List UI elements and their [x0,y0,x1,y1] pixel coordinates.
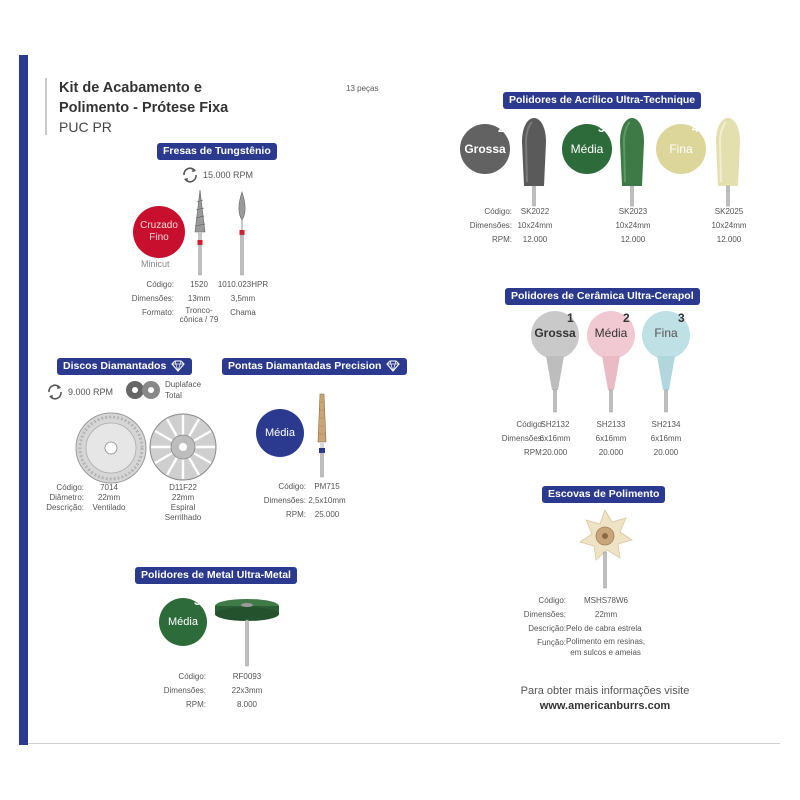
discos-label-codigo: Código: [56,483,84,492]
pontas-label-dimensoes: Dimensões: [263,496,306,505]
ceramica-2-code: SH2133 [596,420,626,429]
acrilico-3-code: SK2025 [714,207,744,216]
ceramica-2-rpm: 20.000 [598,448,624,457]
acrylic-polisher-sk2023-image [616,116,648,208]
fresa-1-code: 1520 [190,280,208,289]
acrilico-label-rpm: RPM: [492,235,512,244]
acrilico-3-dim: 10x24mm [711,221,747,230]
ceramica-1-rpm: 20.000 [542,448,568,457]
ceramica-label-rpm: RPM: [524,448,544,457]
acrilico-2-rpm: 12.000 [620,235,646,244]
section-title-ceramica: Polidores de Cerâmica Ultra-Cerapol [505,288,700,305]
grade-number: 3 [194,594,201,608]
diamond-icon [170,360,186,372]
website-link[interactable]: www.americanburrs.com [539,700,671,712]
grade-number: 3 [678,311,685,325]
fresa-2-code: 1010.023HPR [217,280,269,289]
escovas-funcao-line-1: Polimento em resinas, [566,637,646,646]
ceramica-1-code: SH2132 [540,420,570,429]
bur-1520-image [192,188,208,276]
pontas-code: PM715 [314,482,340,491]
grade-badge-media: Média [562,124,612,174]
escovas-funcao-line-2: em sulcos e ameias [570,648,641,657]
rotation-icon [181,166,199,184]
duplaface-icon [125,380,161,400]
metal-polisher-rf0093-image [213,594,281,668]
grade-number: 1 [567,311,574,325]
pontas-dim: 2,5x10mm [308,496,346,505]
fresas-label-formato: Formato: [141,308,174,317]
metal-dim: 22x3mm [231,686,263,695]
diamond-point-pm715-image [314,392,330,478]
acrylic-polisher-sk2022-image [518,116,550,208]
fresas-label-dimensoes: Dimensões: [131,294,174,303]
duplaface-line-1: Duplaface [165,380,202,389]
ceramica-3-code: SH2134 [651,420,681,429]
fresas-label-codigo: Código: [146,280,174,289]
grade-number: 4 [692,121,699,135]
escovas-code: MSHS78W6 [583,596,628,605]
kit-title-block [45,78,228,135]
grade-line-1: Cruzado [140,220,178,231]
fresa-1-format-line-1: Tronco- [185,306,213,315]
metal-code: RF0093 [232,672,262,681]
diamond-icon [385,360,401,372]
disc-espiral-image [148,412,218,482]
grade-number: 3 [598,121,605,135]
discos-label-diametro: Diâmetro: [49,493,84,502]
acrilico-1-rpm: 12.000 [522,235,548,244]
acrylic-polisher-sk2025-image [712,116,744,208]
ceramica-2-dim: 6x16mm [595,434,627,443]
bottom-divider [28,743,780,744]
section-title-discos [57,358,192,375]
info-text: Para obter mais informações visite [520,685,690,697]
escovas-label-dimensoes: Dimensões: [523,610,566,619]
escovas-dim: 22mm [594,610,618,619]
ceramica-label-codigo: Código: [516,420,544,429]
fresa-2-format: Chama [230,308,256,317]
acrilico-3-rpm: 12.000 [716,235,742,244]
discos-label-descricao: Descrição: [46,503,84,512]
section-title-pontas [222,358,407,375]
fresa-1-format-line-2: cônica / 79 [179,315,219,324]
subgrade-minicut: Minicut [141,259,170,269]
escovas-desc: Pelo de cabra estrela [566,624,642,633]
grade-badge-media: Média [594,326,628,340]
accent-bar [19,55,28,745]
acrilico-label-codigo: Código: [484,207,512,216]
pontas-label-rpm: RPM: [286,510,306,519]
grade-badge-media: Média [256,409,304,457]
grade-number: 2 [623,311,630,325]
acrilico-2-dim: 10x24mm [615,221,651,230]
ceramica-3-dim: 6x16mm [650,434,682,443]
disco-2-desc-line-1: Espiral [170,503,196,512]
pontas-title-text: Pontas Diamantadas Precision [228,360,382,372]
duplaface-line-2: Total [165,391,182,400]
escovas-label-descricao: Descrição: [528,624,566,633]
ceramica-1-dim: 6x16mm [539,434,571,443]
disco-1-dim: 22mm [97,493,121,502]
brush-mshs78w6-image [574,506,636,590]
grade-badge-fina: Fina [654,326,678,340]
section-title-fresas: Fresas de Tungstênio [157,143,277,160]
disco-2-code: D11F22 [169,483,197,492]
bur-1010-chama-image [234,190,250,276]
grade-badge-grossa: Grossa [460,124,510,174]
escovas-label-funcao: Função: [537,638,566,647]
fresa-1-dim: 13mm [187,294,211,303]
rotation-icon [46,383,64,401]
pontas-rpm: 25.000 [314,510,340,519]
title-line-1: Kit de Acabamento e [59,80,202,96]
grade-badge-grossa: Grossa [534,326,576,340]
disco-2-dim: 22mm [171,493,195,502]
metal-label-codigo: Código: [178,672,206,681]
pieces-count: 13 peças [346,84,379,93]
duplaface-label [165,379,201,401]
acrilico-1-dim: 10x24mm [517,221,553,230]
fresas-rpm: 15.000 RPM [203,170,254,180]
pontas-label-codigo: Código: [278,482,306,491]
discos-title-text: Discos Diamantados [63,360,167,372]
acrilico-1-code: SK2022 [520,207,550,216]
ceramica-label-dimensoes: Dimensões: [501,434,544,443]
acrilico-2-code: SK2023 [618,207,648,216]
fresa-2-dim: 3,5mm [230,294,256,303]
discos-rpm: 9.000 RPM [68,387,114,397]
acrilico-label-dimensoes: Dimensões: [469,221,512,230]
section-title-escovas: Escovas de Polimento [542,486,665,503]
metal-label-rpm: RPM: [186,700,206,709]
title-line-2: Polimento - Prótese Fixa [59,100,229,116]
grade-line-2: Fino [149,232,169,243]
disc-ventilado-image [75,412,147,484]
metal-label-dimensoes: Dimensões: [163,686,206,695]
ceramica-3-rpm: 20.000 [653,448,679,457]
disco-2-desc-line-2: Serrilhado [164,513,202,522]
metal-rpm: 8.000 [236,700,258,709]
grade-badge-media-metal: Média [159,598,207,646]
grade-badge-fina: Fina [656,124,706,174]
grade-number: 2 [498,121,505,135]
escovas-label-codigo: Código: [538,596,566,605]
escovas-funcao [566,636,645,658]
disco-1-desc: Ventilado [92,503,126,512]
subtitle: PUC PR [59,119,112,135]
section-title-metal: Polidores de Metal Ultra-Metal [135,567,297,584]
disco-1-code: 7014 [100,483,118,492]
section-title-acrilico: Polidores de Acrílico Ultra-Technique [503,92,701,109]
grade-badge-cruzado-fino [133,206,185,258]
